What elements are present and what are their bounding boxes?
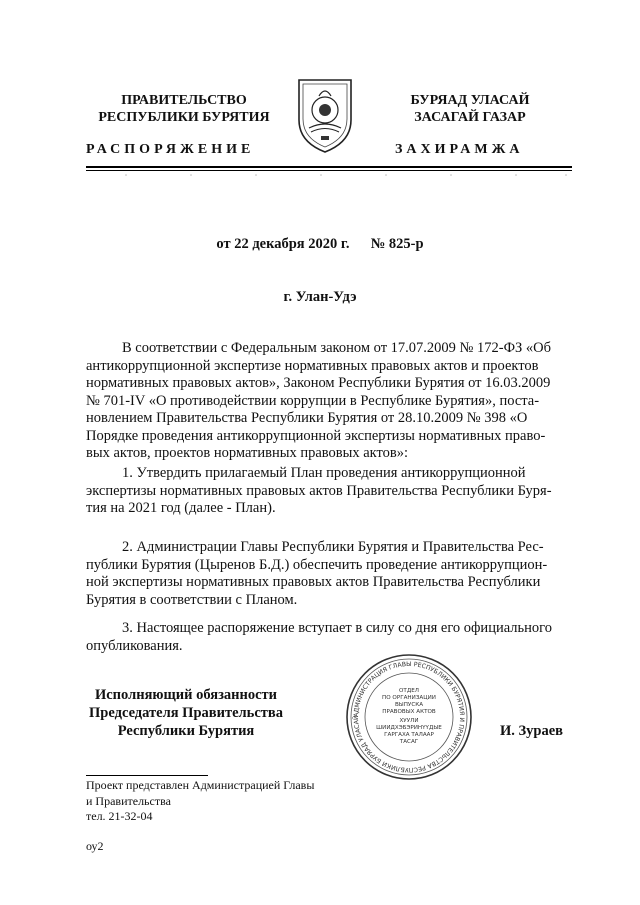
- footer-line: и Правительства: [86, 793, 171, 808]
- intro-line: № 701-IV «О противодействии коррупции в Республике Бурятия», поста-: [86, 392, 540, 409]
- item-1-paragraph: [86, 465, 572, 518]
- item-1-line: тия на 2021 год (далее - План).: [86, 500, 276, 516]
- government-title: ПРАВИТЕЛЬСТВО: [121, 93, 247, 108]
- item-2-line: публики Бурятия (Цыренов Б.Д.) обеспечить проведение антикоррупцион-: [86, 556, 548, 573]
- intro-line: Порядке проведения антикоррупционной экспертизы нормативных право-: [86, 427, 546, 444]
- seal-center-line: ГАРГАХА ТАЛААР: [384, 732, 434, 738]
- signatory-title-line: Исполняющий обязанности: [94, 687, 278, 703]
- signatory-title-block: [86, 686, 286, 740]
- header-right-block: [372, 92, 568, 126]
- seal-center-line: ТАСАГ: [399, 739, 419, 745]
- coat-of-arms-icon: [295, 76, 355, 154]
- header-dotted-line: [86, 172, 572, 178]
- document-type-ru: РАСПОРЯЖЕНИЕ: [86, 142, 255, 157]
- item-1-line: 1. Утвердить прилагаемый План проведения антикоррупционной: [122, 465, 526, 481]
- buryat-government-title: БУРЯАД УЛАСАЙ: [410, 93, 530, 108]
- seal-center-line: ШИИДХЭБЭРИНҮҮДЫЕ: [376, 725, 442, 731]
- signatory-title-line: Республики Бурятия: [117, 723, 255, 739]
- seal-center-line: ХУУЛИ: [399, 718, 419, 724]
- intro-line: нормативных правовых актов», Законом Республики Бурятия от 16.03.2009: [86, 375, 551, 391]
- document-number: № 825-р: [370, 236, 424, 252]
- header-left-block: [86, 92, 282, 126]
- footer-line: Проект представлен Администрацией Главы: [86, 778, 315, 792]
- intro-paragraph: [86, 340, 572, 463]
- header-rule-thick: [86, 166, 572, 168]
- footer-rule: [86, 775, 208, 776]
- item-3-line: опубликования.: [86, 637, 183, 654]
- city-line: г. Улан-Удэ: [283, 289, 357, 305]
- footer-phone: тел. 21-32-04: [86, 809, 153, 823]
- item-3-line: 3. Настоящее распоряжение вступает в силу со дня его официального: [122, 620, 552, 636]
- official-seal-icon: [344, 652, 474, 782]
- seal-ring-text: АДМИНИСТРАЦИЯ ГЛАВЫ РЕСПУБЛИКИ БУРЯТИЯ И ПРАВИТЕЛЬСТВА РЕСПУБЛИКИ БУРЯАД УЛАСАЙ: [352, 660, 466, 774]
- seal-center-line: ОТДЕЛ: [399, 688, 419, 694]
- intro-line: вых актов, проектов нормативных правовых актов»:: [86, 445, 409, 461]
- document-date: от 22 декабря 2020 г.: [216, 236, 350, 252]
- footer-code: оу2: [86, 839, 104, 853]
- item-2-paragraph: [86, 539, 572, 609]
- date-number-line: [0, 236, 640, 253]
- item-3-paragraph: [86, 620, 572, 655]
- header-rule-thin: [86, 170, 572, 171]
- footer-block: [86, 778, 386, 825]
- signatory-title-line: Председателя Правительства: [89, 705, 283, 721]
- intro-line: новлением Правительства Республики Бурятия от 28.10.2009 № 398 «О: [86, 410, 528, 426]
- buryat-republic-title: ЗАСАГАЙ ГАЗАР: [414, 110, 526, 125]
- signatory-name: И. Зураев: [500, 723, 564, 739]
- republic-title: РЕСПУБЛИКИ БУРЯТИЯ: [98, 110, 270, 125]
- seal-center-line: ПРАВОВЫХ АКТОВ: [382, 709, 436, 715]
- seal-center-line: ВЫПУСКА: [394, 702, 424, 708]
- item-1-line: экспертизы нормативных правовых актов Правительства Республики Буря-: [86, 482, 552, 499]
- document-type-bua: ЗАХИРАМЖА: [395, 142, 524, 157]
- seal-center-line: ПО ОРГАНИЗАЦИИ: [382, 695, 436, 701]
- item-2-line: ной экспертизы нормативных правовых актов Правительства Республики: [86, 574, 541, 590]
- item-2-line: 2. Администрации Главы Республики Бурятия и Правительства Рес-: [122, 539, 544, 555]
- intro-line: В соответствии с Федеральным законом от 17.07.2009 № 172-ФЗ «Об: [122, 340, 552, 356]
- intro-line: антикоррупционной экспертизе нормативных правовых актов и проектов: [86, 357, 539, 374]
- item-2-line: Бурятия в соответствии с Планом.: [86, 591, 298, 608]
